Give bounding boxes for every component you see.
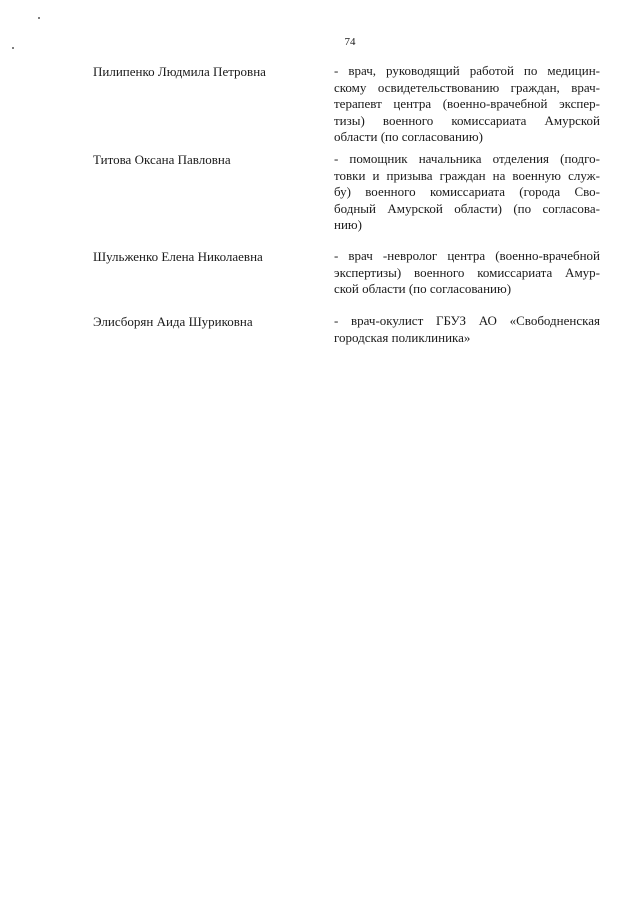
- role-line: области (по согласованию): [334, 129, 483, 144]
- person-name: Шульженко Елена Николаевна: [93, 249, 263, 264]
- page-number: 74: [344, 36, 356, 48]
- role-line: - помощник начальника отделения (подго-: [334, 151, 600, 166]
- role-line: городская поликлиника»: [334, 329, 471, 345]
- role-line: ской области (по согласованию): [334, 281, 512, 296]
- person-role: [334, 248, 600, 298]
- role-line: - врач -невролог центра (военно-врачебной: [334, 248, 600, 263]
- role-line: терапевт центра (военно-врачебной экспер-: [334, 96, 600, 111]
- role-line: нию): [334, 217, 362, 232]
- person-role: [334, 313, 600, 346]
- role-line: скому освидетельствованию граждан, врач-: [334, 79, 600, 95]
- role-line: бу) военного комиссариата (города Сво-: [334, 184, 600, 199]
- person-name: Титова Оксана Павловна: [93, 152, 231, 167]
- role-line: экспертизы) военного комиссариата Амур-: [334, 264, 600, 280]
- person-role: [334, 63, 600, 146]
- role-line: бодный Амурской области) (по согласова-: [334, 200, 600, 216]
- person-name: Элисборян Аида Шуриковна: [93, 314, 253, 329]
- role-line: товки и призыва граждан на военную служ-: [334, 167, 600, 183]
- role-line: тизы) военного комиссариата Амурской: [334, 112, 600, 128]
- role-line: - врач-окулист ГБУЗ АО «Свободненская: [334, 313, 600, 328]
- role-line: - врач, руководящий работой по медицин-: [334, 63, 600, 78]
- scan-speck: [38, 17, 40, 19]
- person-name: Пилипенко Людмила Петровна: [93, 64, 266, 79]
- person-role: [334, 151, 600, 234]
